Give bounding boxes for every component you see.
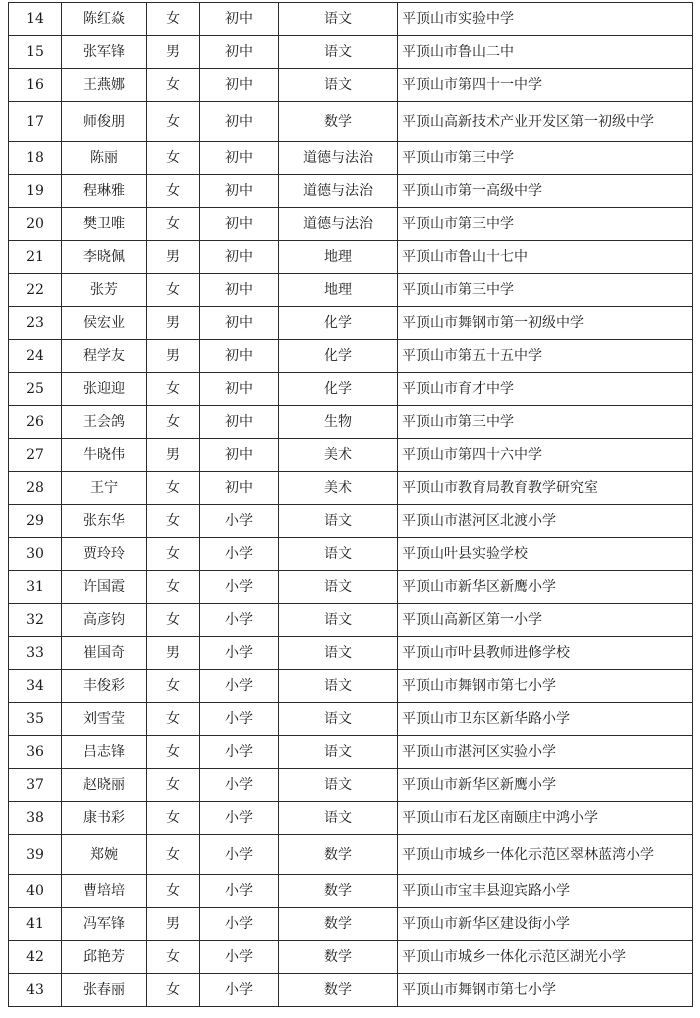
cell-number: 35 — [9, 703, 62, 736]
cell-level: 初中 — [200, 175, 279, 208]
cell-subject: 道德与法治 — [279, 175, 398, 208]
cell-name: 程学友 — [62, 340, 147, 373]
cell-level: 初中 — [200, 439, 279, 472]
cell-gender: 女 — [147, 835, 200, 875]
cell-level: 小学 — [200, 875, 279, 908]
cell-number: 14 — [9, 3, 62, 36]
cell-name: 刘雪莹 — [62, 703, 147, 736]
cell-number: 34 — [9, 670, 62, 703]
table-row — [9, 974, 693, 1007]
cell-name: 师俊朋 — [62, 102, 147, 142]
cell-gender: 女 — [147, 604, 200, 637]
table-row — [9, 3, 693, 36]
cell-subject: 语文 — [279, 769, 398, 802]
cell-name: 侯宏业 — [62, 307, 147, 340]
cell-subject: 数学 — [279, 102, 398, 142]
cell-level: 小学 — [200, 670, 279, 703]
table-row — [9, 769, 693, 802]
table-row — [9, 670, 693, 703]
cell-name: 曹培培 — [62, 875, 147, 908]
table-row — [9, 571, 693, 604]
cell-number: 43 — [9, 974, 62, 1007]
cell-number: 25 — [9, 373, 62, 406]
cell-level: 小学 — [200, 703, 279, 736]
cell-name: 邱艳芳 — [62, 941, 147, 974]
table-row — [9, 406, 693, 439]
table-row — [9, 637, 693, 670]
cell-subject: 美术 — [279, 439, 398, 472]
table-row — [9, 736, 693, 769]
cell-gender: 女 — [147, 175, 200, 208]
table-row — [9, 908, 693, 941]
table-row — [9, 102, 693, 142]
cell-school: 平顶山市育才中学 — [398, 373, 693, 406]
cell-gender: 女 — [147, 505, 200, 538]
cell-school: 平顶山市第三中学 — [398, 142, 693, 175]
cell-school: 平顶山市鲁山十七中 — [398, 241, 693, 274]
cell-subject: 化学 — [279, 373, 398, 406]
cell-school: 平顶山市卫东区新华路小学 — [398, 703, 693, 736]
cell-school: 平顶山市湛河区实验小学 — [398, 736, 693, 769]
cell-school: 平顶山市第一高级中学 — [398, 175, 693, 208]
cell-number: 17 — [9, 102, 62, 142]
cell-gender: 女 — [147, 102, 200, 142]
cell-level: 小学 — [200, 736, 279, 769]
cell-school: 平顶山市新华区新鹰小学 — [398, 769, 693, 802]
cell-level: 初中 — [200, 142, 279, 175]
cell-gender: 女 — [147, 538, 200, 571]
cell-number: 27 — [9, 439, 62, 472]
cell-name: 张春丽 — [62, 974, 147, 1007]
cell-subject: 道德与法治 — [279, 208, 398, 241]
cell-level: 初中 — [200, 102, 279, 142]
cell-name: 丰俊彩 — [62, 670, 147, 703]
cell-school: 平顶山市新华区建设街小学 — [398, 908, 693, 941]
cell-number: 41 — [9, 908, 62, 941]
cell-name: 王会鸽 — [62, 406, 147, 439]
cell-number: 21 — [9, 241, 62, 274]
cell-subject: 语文 — [279, 538, 398, 571]
cell-number: 30 — [9, 538, 62, 571]
table-row — [9, 439, 693, 472]
cell-gender: 女 — [147, 274, 200, 307]
cell-gender: 男 — [147, 439, 200, 472]
cell-subject: 数学 — [279, 835, 398, 875]
cell-name: 张军锋 — [62, 36, 147, 69]
cell-school: 平顶山市城乡一体化示范区湖光小学 — [398, 941, 693, 974]
table-row — [9, 208, 693, 241]
cell-subject: 语文 — [279, 571, 398, 604]
cell-gender: 女 — [147, 208, 200, 241]
cell-level: 初中 — [200, 3, 279, 36]
cell-number: 33 — [9, 637, 62, 670]
cell-level: 初中 — [200, 36, 279, 69]
table-row — [9, 69, 693, 102]
cell-gender: 女 — [147, 571, 200, 604]
cell-school: 平顶山市舞钢市第七小学 — [398, 670, 693, 703]
cell-subject: 道德与法治 — [279, 142, 398, 175]
cell-school: 平顶山市第四十一中学 — [398, 69, 693, 102]
cell-name: 李晓佩 — [62, 241, 147, 274]
cell-school: 平顶山市宝丰县迎宾路小学 — [398, 875, 693, 908]
cell-level: 小学 — [200, 604, 279, 637]
cell-number: 40 — [9, 875, 62, 908]
cell-gender: 男 — [147, 908, 200, 941]
cell-name: 王燕娜 — [62, 69, 147, 102]
cell-subject: 生物 — [279, 406, 398, 439]
roster-table — [8, 2, 693, 1007]
cell-gender: 女 — [147, 769, 200, 802]
cell-level: 小学 — [200, 835, 279, 875]
cell-level: 初中 — [200, 307, 279, 340]
cell-school: 平顶山市第三中学 — [398, 274, 693, 307]
cell-level: 小学 — [200, 802, 279, 835]
cell-name: 樊卫唯 — [62, 208, 147, 241]
table-row — [9, 604, 693, 637]
cell-gender: 女 — [147, 472, 200, 505]
cell-level: 初中 — [200, 69, 279, 102]
cell-name: 张东华 — [62, 505, 147, 538]
cell-number: 28 — [9, 472, 62, 505]
cell-number: 36 — [9, 736, 62, 769]
table-row — [9, 307, 693, 340]
cell-number: 18 — [9, 142, 62, 175]
cell-number: 15 — [9, 36, 62, 69]
cell-level: 初中 — [200, 340, 279, 373]
cell-school: 平顶山市城乡一体化示范区翠林蓝湾小学 — [398, 835, 693, 875]
cell-name: 崔国奇 — [62, 637, 147, 670]
cell-gender: 男 — [147, 340, 200, 373]
cell-level: 小学 — [200, 571, 279, 604]
cell-subject: 语文 — [279, 637, 398, 670]
cell-number: 32 — [9, 604, 62, 637]
cell-subject: 语文 — [279, 802, 398, 835]
cell-subject: 美术 — [279, 472, 398, 505]
cell-school: 平顶山市石龙区南颐庄中鸿小学 — [398, 802, 693, 835]
cell-gender: 男 — [147, 241, 200, 274]
cell-gender: 女 — [147, 670, 200, 703]
cell-name: 郑婉 — [62, 835, 147, 875]
cell-number: 24 — [9, 340, 62, 373]
cell-name: 张迎迎 — [62, 373, 147, 406]
cell-level: 小学 — [200, 538, 279, 571]
cell-gender: 男 — [147, 637, 200, 670]
cell-name: 陈丽 — [62, 142, 147, 175]
cell-subject: 化学 — [279, 340, 398, 373]
cell-number: 42 — [9, 941, 62, 974]
cell-name: 赵晓丽 — [62, 769, 147, 802]
cell-name: 冯军锋 — [62, 908, 147, 941]
cell-level: 小学 — [200, 505, 279, 538]
table-row — [9, 703, 693, 736]
cell-name: 贾玲玲 — [62, 538, 147, 571]
cell-school: 平顶山市第四十六中学 — [398, 439, 693, 472]
cell-name: 康书彩 — [62, 802, 147, 835]
cell-name: 高彦钧 — [62, 604, 147, 637]
table-row — [9, 538, 693, 571]
cell-number: 23 — [9, 307, 62, 340]
cell-gender: 男 — [147, 307, 200, 340]
roster-table-body — [9, 3, 693, 1007]
cell-level: 小学 — [200, 974, 279, 1007]
cell-level: 小学 — [200, 637, 279, 670]
cell-school: 平顶山高新技术产业开发区第一初级中学 — [398, 102, 693, 142]
cell-name: 牛晓伟 — [62, 439, 147, 472]
cell-subject: 数学 — [279, 908, 398, 941]
cell-gender: 女 — [147, 875, 200, 908]
cell-subject: 语文 — [279, 736, 398, 769]
table-row — [9, 241, 693, 274]
cell-school: 平顶山叶县实验学校 — [398, 538, 693, 571]
table-row — [9, 505, 693, 538]
cell-number: 31 — [9, 571, 62, 604]
cell-subject: 语文 — [279, 703, 398, 736]
table-row — [9, 941, 693, 974]
cell-level: 初中 — [200, 274, 279, 307]
cell-subject: 语文 — [279, 3, 398, 36]
cell-name: 许国霞 — [62, 571, 147, 604]
table-row — [9, 802, 693, 835]
cell-level: 小学 — [200, 908, 279, 941]
cell-gender: 男 — [147, 36, 200, 69]
cell-number: 29 — [9, 505, 62, 538]
cell-school: 平顶山市舞钢市第七小学 — [398, 974, 693, 1007]
table-row — [9, 175, 693, 208]
cell-number: 37 — [9, 769, 62, 802]
cell-gender: 女 — [147, 406, 200, 439]
table-row — [9, 340, 693, 373]
cell-level: 初中 — [200, 406, 279, 439]
cell-number: 22 — [9, 274, 62, 307]
cell-name: 张芳 — [62, 274, 147, 307]
table-row — [9, 36, 693, 69]
cell-name: 王宁 — [62, 472, 147, 505]
cell-number: 38 — [9, 802, 62, 835]
cell-subject: 化学 — [279, 307, 398, 340]
table-row — [9, 274, 693, 307]
cell-number: 39 — [9, 835, 62, 875]
table-row — [9, 835, 693, 875]
cell-gender: 女 — [147, 703, 200, 736]
cell-gender: 女 — [147, 974, 200, 1007]
cell-number: 19 — [9, 175, 62, 208]
cell-subject: 地理 — [279, 241, 398, 274]
cell-level: 小学 — [200, 941, 279, 974]
cell-gender: 女 — [147, 941, 200, 974]
cell-number: 16 — [9, 69, 62, 102]
cell-school: 平顶山市第三中学 — [398, 406, 693, 439]
table-row — [9, 142, 693, 175]
cell-gender: 女 — [147, 69, 200, 102]
cell-level: 小学 — [200, 769, 279, 802]
cell-school: 平顶山市鲁山二中 — [398, 36, 693, 69]
cell-level: 初中 — [200, 241, 279, 274]
cell-subject: 语文 — [279, 69, 398, 102]
cell-school: 平顶山高新区第一小学 — [398, 604, 693, 637]
cell-subject: 语文 — [279, 604, 398, 637]
cell-school: 平顶山市第五十五中学 — [398, 340, 693, 373]
cell-gender: 女 — [147, 736, 200, 769]
cell-subject: 数学 — [279, 974, 398, 1007]
cell-level: 初中 — [200, 373, 279, 406]
cell-school: 平顶山市舞钢市第一初级中学 — [398, 307, 693, 340]
table-row — [9, 373, 693, 406]
cell-number: 20 — [9, 208, 62, 241]
cell-subject: 数学 — [279, 941, 398, 974]
cell-number: 26 — [9, 406, 62, 439]
cell-school: 平顶山市实验中学 — [398, 3, 693, 36]
cell-gender: 女 — [147, 3, 200, 36]
cell-school: 平顶山市叶县教师进修学校 — [398, 637, 693, 670]
cell-school: 平顶山市新华区新鹰小学 — [398, 571, 693, 604]
cell-gender: 女 — [147, 142, 200, 175]
cell-school: 平顶山市第三中学 — [398, 208, 693, 241]
cell-name: 程琳雅 — [62, 175, 147, 208]
cell-level: 初中 — [200, 208, 279, 241]
cell-subject: 数学 — [279, 875, 398, 908]
cell-level: 初中 — [200, 472, 279, 505]
cell-gender: 女 — [147, 802, 200, 835]
cell-subject: 地理 — [279, 274, 398, 307]
cell-name: 吕志锋 — [62, 736, 147, 769]
cell-subject: 语文 — [279, 36, 398, 69]
cell-subject: 语文 — [279, 505, 398, 538]
cell-name: 陈红焱 — [62, 3, 147, 36]
cell-subject: 语文 — [279, 670, 398, 703]
cell-school: 平顶山市湛河区北渡小学 — [398, 505, 693, 538]
table-row — [9, 472, 693, 505]
table-row — [9, 875, 693, 908]
cell-gender: 女 — [147, 373, 200, 406]
cell-school: 平顶山市教育局教育教学研究室 — [398, 472, 693, 505]
